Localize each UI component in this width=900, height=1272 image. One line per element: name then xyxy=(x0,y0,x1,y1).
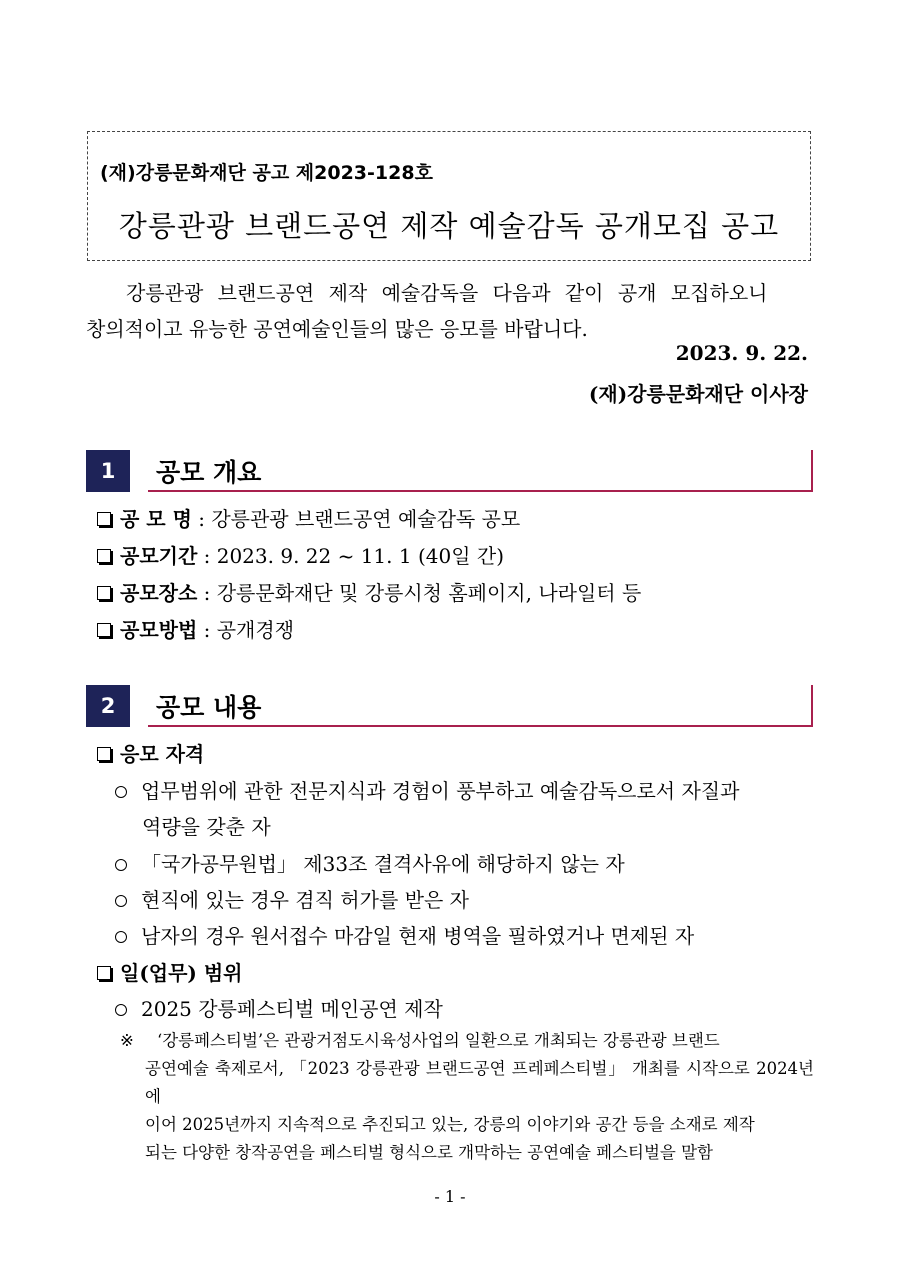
intro-line-2: 창의적이고 유능한 공연예술인들의 많은 응모를 바랍니다. xyxy=(86,317,588,341)
overview-item xyxy=(97,614,294,643)
qualification-item: 현직에 있는 경우 겸직 허가를 받은 자 xyxy=(115,884,469,913)
item-label: 공모장소 xyxy=(120,581,198,605)
checkbox-bullet-icon xyxy=(97,586,111,600)
intro-paragraph xyxy=(86,275,816,347)
issuer: (재)강릉문화재단 이사장 xyxy=(588,382,808,406)
item-value: : 공개경쟁 xyxy=(197,618,295,642)
qualification-item: 업무범위에 관한 전문지식과 경험이 풍부하고 예술감독으로서 자질과 xyxy=(115,775,739,804)
page-number: - 1 - xyxy=(434,1187,466,1206)
qualification-item-continued: 역량을 갖춘 자 xyxy=(142,815,271,839)
item-value: : 강릉문화재단 및 강릉시청 홈페이지, 나라일터 등 xyxy=(197,581,642,605)
section-underline xyxy=(148,725,813,727)
note-line: 되는 다양한 창작공연을 페스티벌 형식으로 개막하는 공연예술 페스티벌을 말함 xyxy=(145,1143,713,1162)
checkbox-bullet-icon xyxy=(97,549,111,563)
notice-date: 2023. 9. 22. xyxy=(675,341,808,365)
checkbox-bullet-icon xyxy=(97,966,111,980)
note-mark: ※ xyxy=(120,1031,134,1050)
note-line: 공연예술 축제로서, 「2023 강릉관광 브랜드공연 프레페스티벌」 개최를 시작으로 2024년에 xyxy=(145,1059,814,1106)
item-label: 공모방법 xyxy=(120,618,198,642)
circle-bullet-icon xyxy=(115,931,127,943)
qualification-heading: 응모 자격 xyxy=(97,738,204,767)
section-title: 공모 개요 xyxy=(156,458,262,487)
item-value: : 강릉관광 브랜드공연 예술감독 공모 xyxy=(191,507,521,531)
section-2-header xyxy=(86,685,813,727)
circle-bullet-icon xyxy=(115,786,127,798)
note-line: ‘강릉페스티벌’은 관광거점도시육성사업의 일환으로 개최되는 강릉관광 브랜드 xyxy=(157,1031,720,1050)
circle-bullet-icon xyxy=(115,895,127,907)
scope-item: 2025 강릉페스티벌 메인공연 제작 xyxy=(115,993,443,1022)
intro-line-1: 강릉관광 브랜드공연 제작 예술감독을 다음과 같이 공개 모집하오니 xyxy=(126,281,768,305)
section-title: 공모 내용 xyxy=(156,693,262,722)
note-line: 이어 2025년까지 지속적으로 추진되고 있는, 강릉의 이야기와 공간 등을 소재로 제작 xyxy=(145,1115,755,1134)
overview-item xyxy=(97,577,641,606)
item-value: : 2023. 9. 22 ~ 11. 1 (40일 간) xyxy=(197,544,505,568)
section-number-badge: 1 xyxy=(86,450,130,492)
qualification-item: 남자의 경우 원서접수 마감일 현재 병역을 필하였거나 면제된 자 xyxy=(115,920,694,949)
checkbox-bullet-icon xyxy=(97,623,111,637)
page-title: 강릉관광 브랜드공연 제작 예술감독 공개모집 공고 xyxy=(118,209,780,243)
section-number-badge: 2 xyxy=(86,685,130,727)
qualification-item: 「국가공무원법」 제33조 결격사유에 해당하지 않는 자 xyxy=(115,848,625,877)
checkbox-bullet-icon xyxy=(97,747,111,761)
section-divider xyxy=(811,450,813,492)
overview-item xyxy=(97,503,520,532)
overview-item xyxy=(97,540,504,569)
section-1-header xyxy=(86,450,813,492)
section-divider xyxy=(811,685,813,727)
checkbox-bullet-icon xyxy=(97,512,111,526)
scope-heading: 일(업무) 범위 xyxy=(97,957,243,986)
footnote xyxy=(120,1027,814,1167)
title-box xyxy=(87,131,811,261)
notice-number: (재)강릉문화재단 공고 제2023-128호 xyxy=(100,162,433,184)
circle-bullet-icon xyxy=(115,1004,127,1016)
circle-bullet-icon xyxy=(115,859,127,871)
item-label: 공모기간 xyxy=(120,544,198,568)
section-underline xyxy=(148,490,813,492)
item-label: 공 모 명 xyxy=(120,507,192,531)
